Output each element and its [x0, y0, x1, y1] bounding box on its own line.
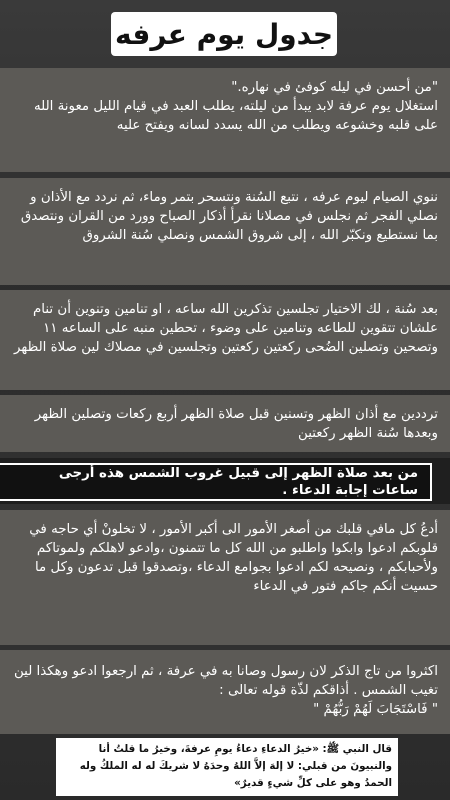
text-block-fasting [0, 178, 450, 285]
text-block-dhikr [0, 650, 450, 734]
text-block-dhuhr [0, 395, 450, 452]
text-block-duha [0, 290, 450, 390]
hadith-text: قال النبي ﷺ: «خيرُ الدعاءِ دعاءُ يومِ عرفةَ، وخيرُ ما قلتُ أنا والنبيونَ من قبلي: لا إلهَ إلاَّ اللهُ وحدَهُ لا شريكَ له له الملكُ وله الحمدُ وهو على كلِّ شيءٍ قديرٌ» [79, 743, 392, 789]
highlight-text: من بعد صلاة الظهر إلى قبيل غروب الشمس هذه أرجى ساعات إجابة الدعاء . [58, 466, 418, 498]
text-block-night [0, 68, 450, 172]
text-block-dua [0, 510, 450, 645]
text-block-content: بعد سُنة ، لك الاختيار تجلسين تذكرين الله ساعه ، او تنامين وتنوين أن تنام علشان تتقوين للطاعه وتنامين على وضوء ، تحطين منبه على الساعه ١١ وتصحين وتصلين الضُحى ركعتين ركعتين وتجلسين في مصلاك لين صلاة الظهر [14, 302, 438, 355]
highlight-callout [0, 463, 432, 501]
text-block-content: أدعُ كل مافي قلبك من أصغر الأمور الى أكبر الأمور ، لا تخلونْ أي حاجه في قلوبكم ادعوا وابكوا واطلبو من الله كل ما تتمنون ،وادعو لاهلكم ولموتاكم ولأحبابكم ، ونصيحه لكم ادعوا بجوامع الدعاء ،وتصدقوا قبل تدعون وكل ما حسيت أنكم جاكم فتور في الدعاء [29, 522, 438, 594]
text-block-content: "من أحسن في ليله كوفئ في نهاره." استغلال يوم عرفة لابد يبدأ من ليلته، يطلب العبد في قيام الليل معونة الله على قلبه وخشوعه ويطلب من الله يسدد لسانه ويفتح عليه [33, 80, 438, 133]
text-block-content: ترددين مع أذان الظهر وتسنين قبل صلاة الظهر أربع ركعات وتصلين الظهر وبعدها سُنة الظهر ركعتين [34, 407, 438, 441]
page-title: جدول يوم عرفه [111, 12, 337, 56]
hadith-card [56, 738, 398, 796]
text-block-content: ننوي الصيام ليوم عرفه ، نتبع السُنة ونتسحر بتمر وماء، ثم نردد مع الأذان و نصلي الفجر ثم نجلس في مصلانا نقرأ أذكار الصباح وورد من القران ونتصدق بما نستطيع ونكبّر الله ، إلى شروق الشمس ونصلي سُنة الشروق [20, 190, 438, 243]
text-block-content: اكثروا من تاج الذكر لان رسول وصانا به في عرفة ، ثم ارجعوا ادعو وهكذا لين تغيب الشمس . أذاقكم لذّة قوله تعالى : " فَاسْتَجَابَ لَهُمْ رَبُّهُمْ " [13, 664, 438, 717]
